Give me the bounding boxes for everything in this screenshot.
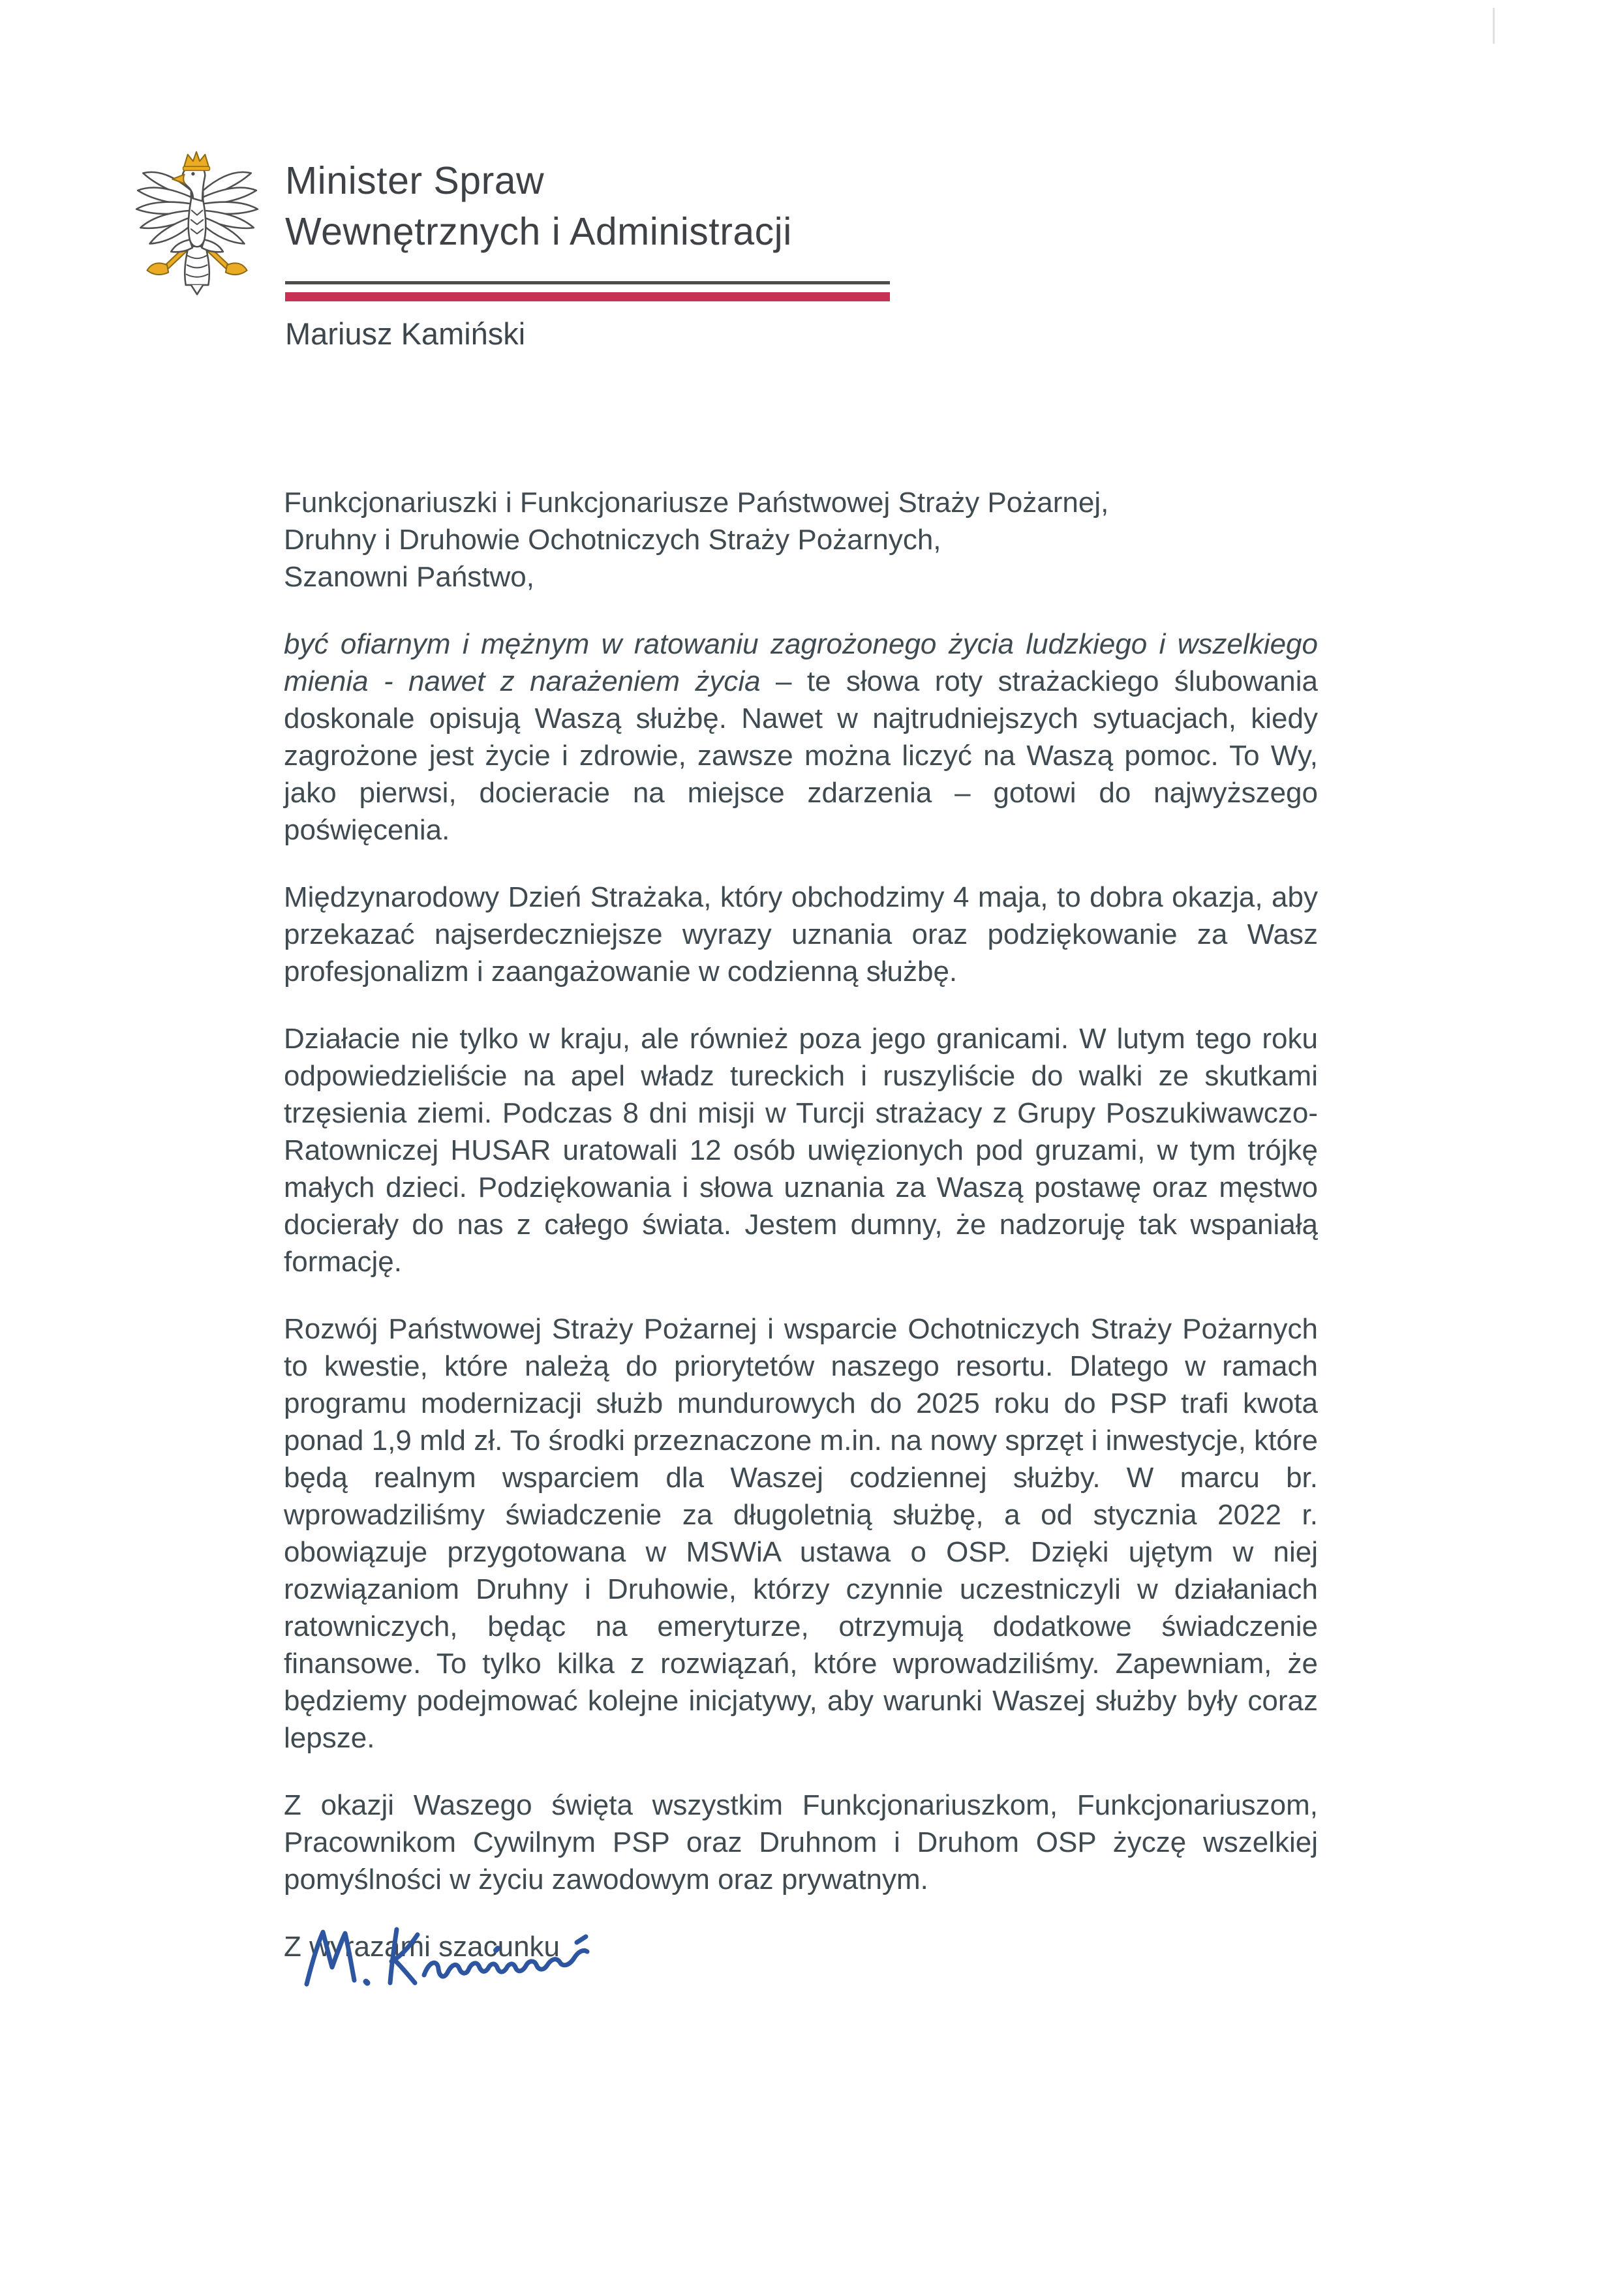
paragraph-italic-lead: być ofiarnym i mężnym w ratowaniu zagrożonego życia ludzkiego i wszelkiego mienia - nawet z narażeniem życia <box>284 628 1318 697</box>
paragraph: Z okazji Waszego święta wszystkim Funkcjonariuszkom, Funkcjonariuszom, Pracownikom Cywilnym PSP oraz Druhnom i Druhom OSP życzę wszelkiej pomyślności w życiu zawodowym oraz prywatnym. <box>284 1789 1318 1896</box>
paragraph: być ofiarnym i mężnym w ratowaniu zagrożonego życia ludzkiego i wszelkiego mienia - nawet z narażeniem życia – te słowa roty strażackiego ślubowania doskonale opisują Waszą służbę. Nawet w najtrudniejszych sytuacjach, kiedy zagrożone jest życie i zdrowie, zawsze można liczyć na Waszą pomoc. To Wy, jako pierwsi, docieracie na miejsce zdarzenia – gotowi do najwyższego poświęcenia. <box>284 628 1318 846</box>
header-rule-dark <box>285 281 890 284</box>
paragraph: Rozwój Państwowej Straży Pożarnej i wsparcie Ochotniczych Straży Pożarnych to kwestie, które należą do priorytetów naszego resortu. Dlatego w ramach programu modernizacji służb mundurowych do 2025 roku do PSP trafi kwota ponad 1,9 mld zł. To środki przeznaczone m.in. na nowy sprzęt i inwestycje, które będą realnym wsparciem dla Waszej codziennej służby. W marcu br. wprowadziliśmy świadczenie za długoletnią służbę, a od stycznia 2022 r. obowiązuje przygotowana w MSWiA ustawa o OSP. Dzięki ujętym w niej rozwiązaniom Druhny i Druhowie, którzy czynnie uczestniczyli w działaniach ratowniczych, będąc na emeryturze, otrzymują dodatkowe świadczenie finansowe. To tylko kilka z rozwiązań, które wprowadziliśmy. Zapewniam, że będziemy podejmować kolejne inicjatywy, aby warunki Waszej służby były coraz lepsze. <box>284 1313 1318 1754</box>
signature-handwritten <box>292 1916 645 2006</box>
ministry-name <box>285 155 792 257</box>
closing-line: Z wyrazami szacunku <box>284 1931 560 1963</box>
salutation-line: Druhny i Druhowie Ochotniczych Straży Pożarnych, <box>284 524 941 556</box>
letter-body <box>284 484 1318 1965</box>
header-rule-red <box>285 292 890 301</box>
coat-of-arms-eagle-icon <box>132 149 259 297</box>
paragraph: Działacie nie tylko w kraju, ale również poza jego granicami. W lutym tego roku odpowiedzieliście na apel władz tureckich i ruszyliście do walki ze skutkami trzęsienia ziemi. Podczas 8 dni misji w Turcji strażacy z Grupy Poszukiwawczo-Ratowniczej HUSAR uratowali 12 osób uwięzionych pod gruzami, w tym trójkę małych dzieci. Podziękowania i słowa uznania za Waszą postawę oraz męstwo docierały do nas z całego świata. Jestem dumny, że nadzoruję tak wspaniałą formację. <box>284 1023 1318 1278</box>
letter-paragraphs <box>284 626 1318 1898</box>
salutation <box>284 484 1318 596</box>
salutation-line: Funkcjonariuszki i Funkcjonariusze Państwowej Straży Pożarnej, <box>284 487 1109 519</box>
ministry-name-line1: Minister Spraw <box>285 159 545 202</box>
salutation-line: Szanowni Państwo, <box>284 561 534 593</box>
scanner-artifact <box>1493 8 1495 44</box>
paragraph: Międzynarodowy Dzień Strażaka, który obchodzimy 4 maja, to dobra okazja, aby przekazać najserdeczniejsze wyrazy uznania oraz podziękowanie za Wasz profesjonalizm i zaangażowanie w codzienną służbę. <box>284 881 1318 988</box>
ministry-name-line2: Wewnętrznych i Administracji <box>285 210 792 253</box>
minister-name: Mariusz Kamiński <box>285 316 526 351</box>
